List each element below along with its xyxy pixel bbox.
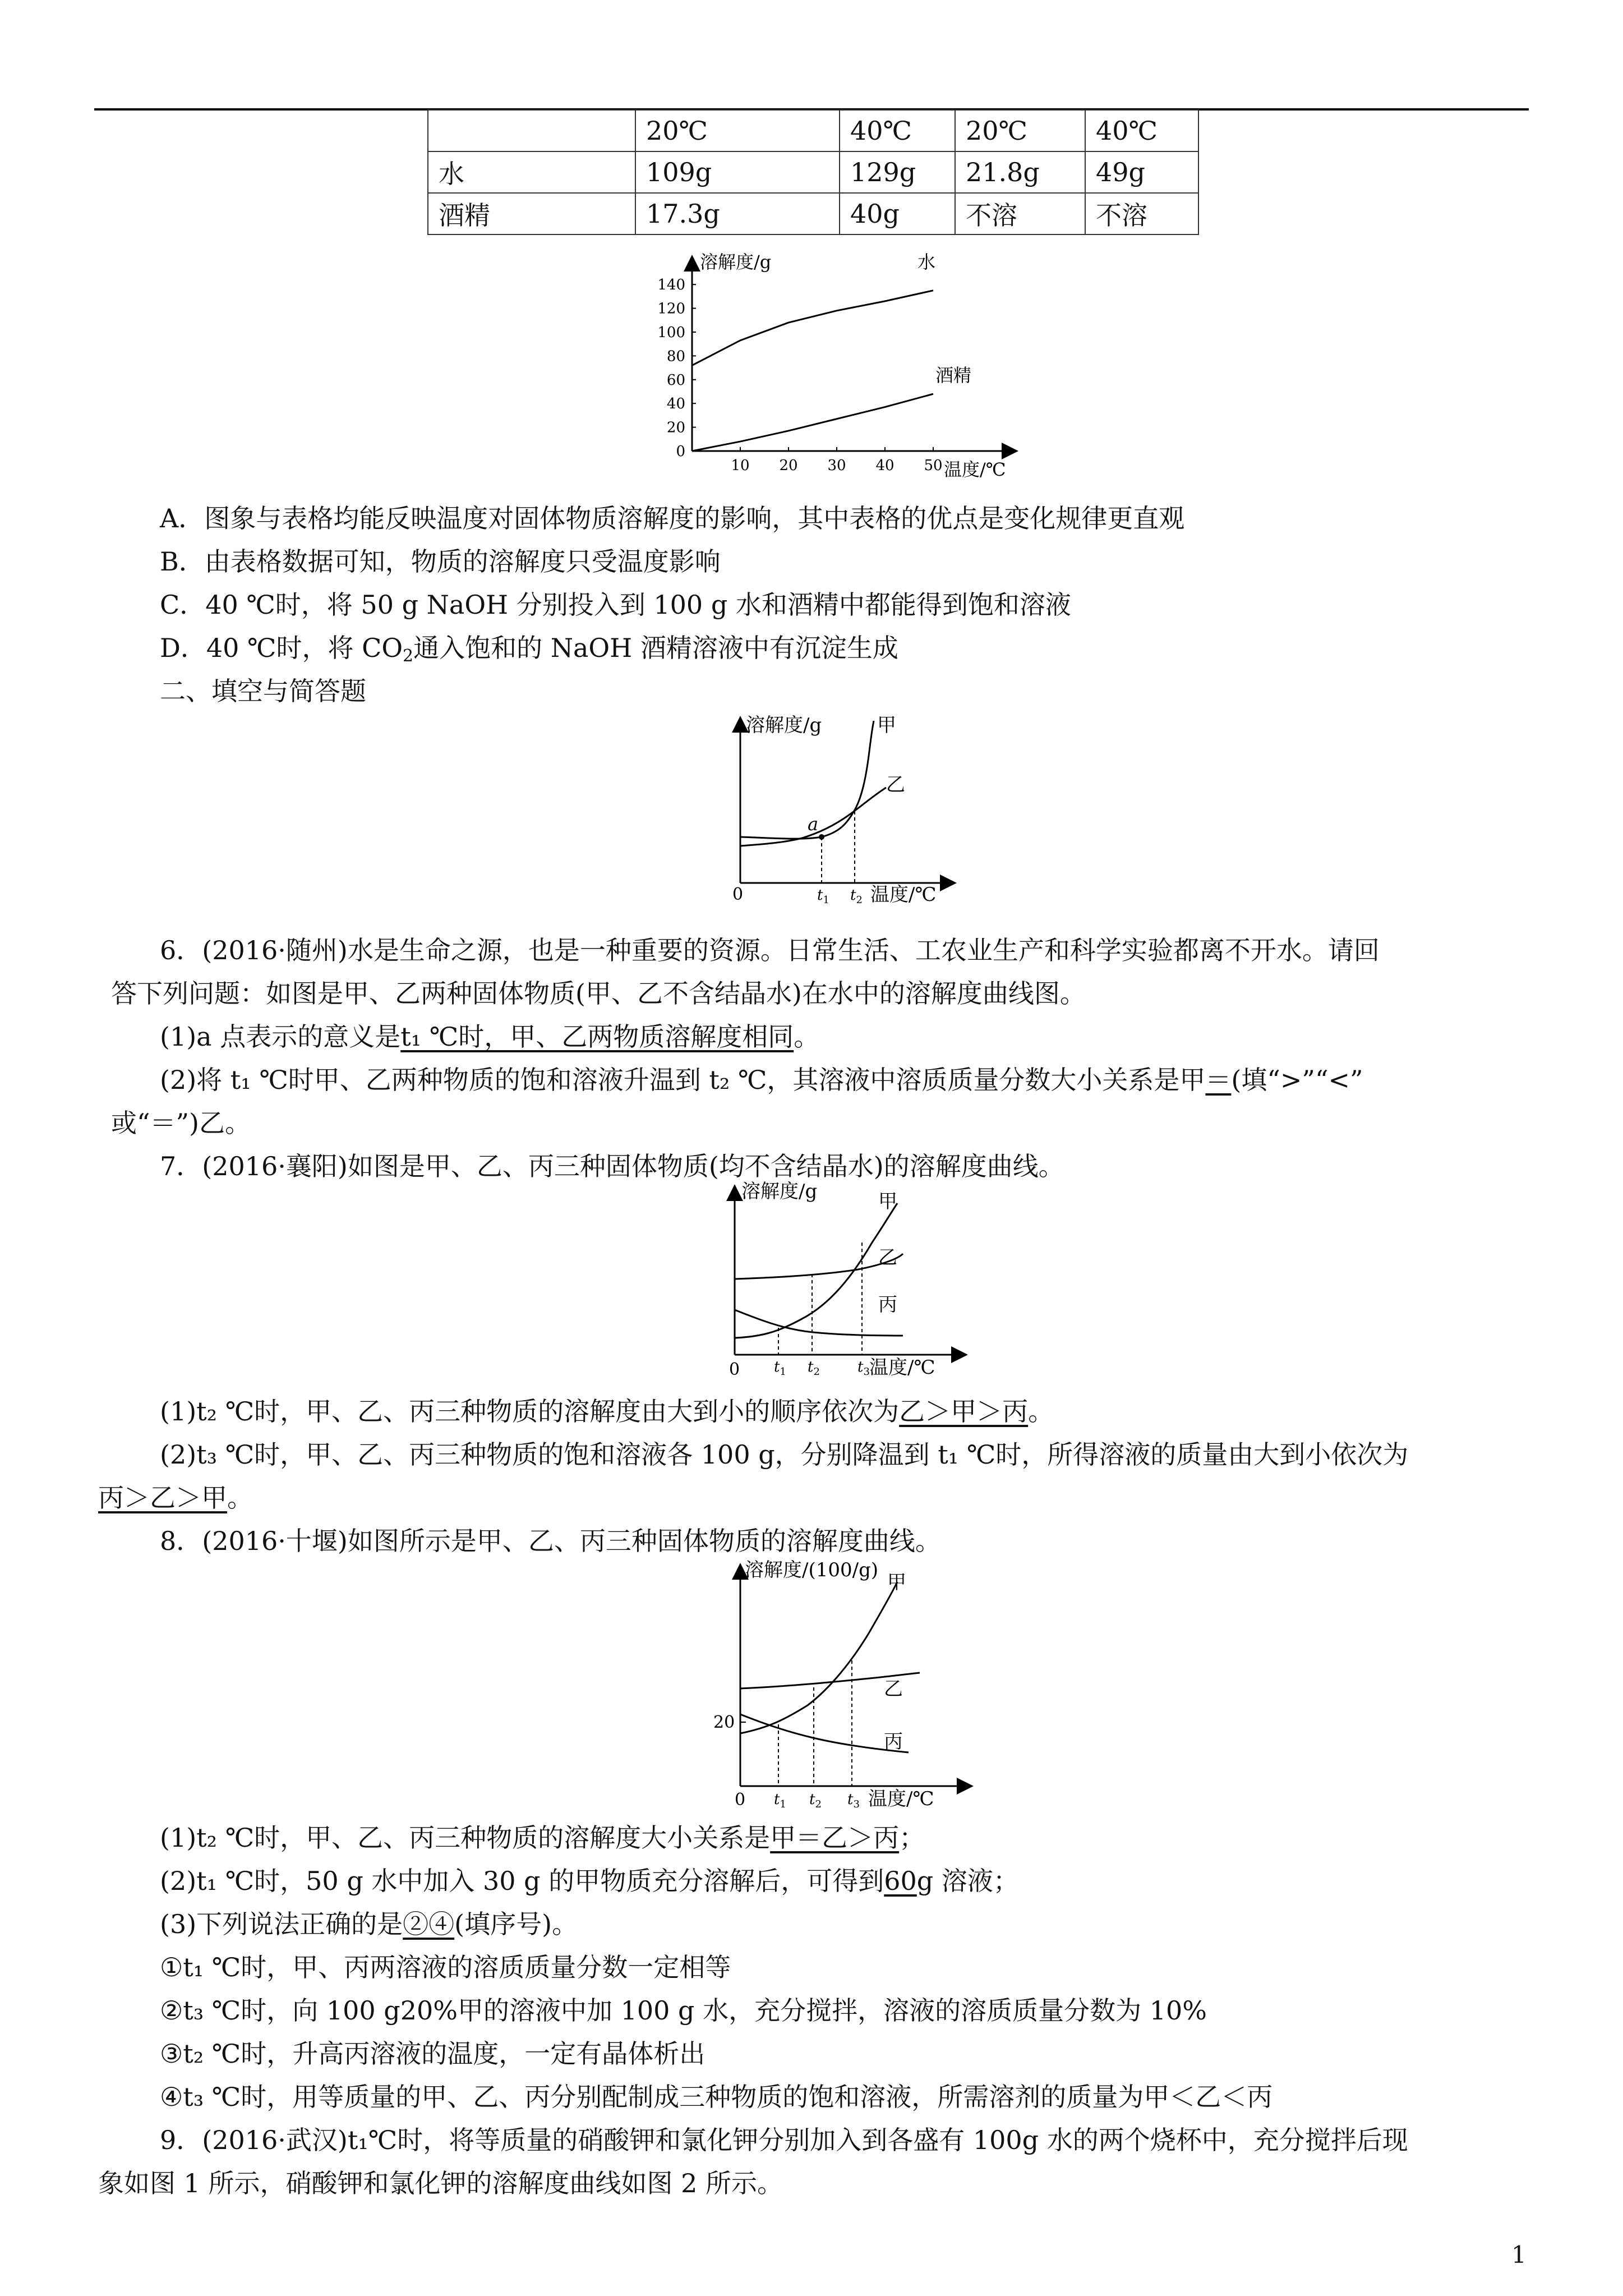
table-cell: 不溶 [1085, 193, 1198, 234]
x-tick-label: 30 [827, 457, 846, 474]
table-cell: 水 [428, 151, 635, 193]
table-cell: 49g [1085, 151, 1198, 193]
point-label-a: a [808, 813, 819, 835]
series-label-jia: 甲 [878, 1190, 897, 1213]
option-d [160, 632, 898, 673]
q7-sub-1-end: 。 [1028, 1396, 1054, 1427]
table-cell: 129g [840, 151, 955, 193]
x-tick-label: 20 [779, 457, 798, 474]
curve-jia [735, 1203, 897, 1338]
y-axis-label: 溶解度/g [746, 714, 822, 737]
curve-bing [740, 1714, 909, 1752]
tick-label-t1 [774, 1791, 786, 1810]
y-tick-label: 0 [676, 443, 685, 460]
tick-label-t2 [850, 887, 863, 906]
q8-choice-3: ③t₂ ℃时，升高丙溶液的温度，一定有晶体析出 [160, 2039, 706, 2069]
q7-sub-1-text: (1)t₂ ℃时，甲、乙、丙三种物质的溶解度由大到小的顺序依次为 [160, 1396, 900, 1427]
tick-t: t [850, 887, 856, 904]
tick-sub: 2 [856, 894, 863, 906]
solubility-chart-water-ethanol [611, 247, 1038, 494]
series-label-jia: 甲 [877, 714, 896, 737]
table-cell: 20℃ [635, 110, 840, 151]
q8-choice-4: ④t₃ ℃时，用等质量的甲、乙、丙分别配制成三种物质的饱和溶液，所需溶剂的质量为甲＜乙＜丙 [160, 2082, 1273, 2112]
y-tick-label: 100 [657, 324, 685, 341]
solubility-chart-q6 [718, 712, 965, 926]
q8-sub-1 [160, 1821, 925, 1854]
tick-sub: 1 [823, 894, 829, 906]
q7-sub-2-end: 。 [227, 1483, 253, 1513]
option-d-text: D．40 ℃时，将 CO [160, 633, 403, 663]
series-label-jia: 甲 [887, 1571, 906, 1594]
series-label-yi: 乙 [886, 774, 905, 796]
y-tick-label: 40 [666, 395, 685, 413]
q7-stem: 7．(2016·襄阳)如图是甲、乙、丙三种固体物质(均不含结晶水)的溶解度曲线。 [160, 1151, 1064, 1181]
tick-t: t [847, 1791, 854, 1808]
tick-label-t3 [847, 1791, 860, 1810]
q6-sub-1 [160, 1020, 819, 1053]
section-heading: 二、填空与简答题 [160, 676, 366, 706]
x-axis-label: 温度/℃ [870, 884, 937, 906]
y-tick-label: 140 [657, 277, 685, 294]
q6-stem-line-1: 6．(2016·随州)水是生命之源，也是一种重要的资源。日常生活、工农业生产和科学实验都离不开水。请回 [160, 935, 1380, 965]
q6-sub-1-text: (1)a 点表示的意义是 [160, 1022, 401, 1052]
q6-stem-line-2: 答下列问题：如图是甲、乙两种固体物质(甲、乙不含结晶水)在水中的溶解度曲线图。 [111, 978, 1086, 1009]
series-label-yi: 乙 [878, 1246, 897, 1269]
tick-label-t1 [817, 887, 829, 906]
table-cell [428, 110, 635, 151]
q7-sub-2-answer: 丙＞乙＞甲 [98, 1483, 227, 1513]
series-label-water: 水 [917, 251, 936, 273]
q8-sub-2-text: (2)t₁ ℃时，50 g 水中加入 30 g 的甲物质充分溶解后，可得到 [160, 1866, 884, 1896]
q6-sub-2 [160, 1064, 1363, 1096]
table-cell: 17.3g [635, 193, 840, 234]
x-tick-label: 50 [924, 457, 943, 474]
q7-sub-2-line-2 [98, 1481, 253, 1514]
tick-sub: 1 [780, 1798, 786, 1810]
q6-sub-1-answer: t₁ ℃时，甲、乙两物质溶解度相同 [400, 1022, 794, 1052]
tick-t: t [857, 1359, 864, 1375]
option-a: A．图象与表格均能反映温度对固体物质溶解度的影响，其中表格的优点是变化规律更直观 [160, 503, 1185, 533]
x-axis-label: 温度/℃ [869, 1356, 935, 1379]
subscript: 2 [403, 646, 414, 666]
series-line-ethanol [692, 394, 933, 451]
q8-sub-2 [160, 1865, 1019, 1897]
solubility-table [427, 109, 1199, 235]
tick-t: t [774, 1791, 780, 1808]
tick-label-t3 [857, 1359, 870, 1378]
tick-t: t [809, 1791, 815, 1808]
curve-yi [735, 1254, 903, 1279]
curve-jia [740, 1582, 897, 1733]
y-axis-label: 溶解度/(100/g) [745, 1559, 879, 1581]
q6-sub-1-end: 。 [794, 1022, 820, 1052]
tick-label-t2 [809, 1791, 822, 1810]
table-cell: 40g [840, 193, 955, 234]
option-b: B．由表格数据可知，物质的溶解度只受温度影响 [160, 546, 721, 577]
q6-sub-2-text: (2)将 t₁ ℃时甲、乙两种物质的饱和溶液升温到 t₂ ℃，其溶液中溶质质量分数大小关系是甲 [160, 1065, 1206, 1095]
q7-sub-2: (2)t₃ ℃时，甲、乙、丙三种物质的饱和溶液各 100 g，分别降温到 t₁ ℃时，所得溶液的质量由大到小依次为 [160, 1439, 1409, 1470]
x-axis-label: 温度/℃ [868, 1788, 934, 1810]
series-label-bing: 丙 [878, 1294, 897, 1316]
table-cell: 20℃ [955, 110, 1085, 151]
table-cell: 40℃ [840, 110, 955, 151]
q8-sub-3-text: (3)下列说法正确的是 [160, 1909, 403, 1939]
table-cell: 不溶 [955, 193, 1085, 234]
q8-choice-1: ①t₁ ℃时，甲、丙两溶液的溶质质量分数一定相等 [160, 1952, 731, 1982]
q8-sub-1-end: ； [899, 1823, 925, 1853]
x-tick-label: 10 [731, 457, 750, 474]
tick-sub: 3 [863, 1366, 870, 1378]
x-tick-label: 40 [875, 457, 895, 474]
origin-label: 0 [732, 885, 744, 904]
table-cell: 酒精 [428, 193, 635, 234]
q9-stem-line-1: 9．(2016·武汉)t₁℃时，将等质量的硝酸钾和氯化钾分别加入到各盛有 100g 水的两个烧杯中，充分搅拌后现 [160, 2125, 1408, 2155]
option-c: C．40 ℃时，将 50 g NaOH 分别投入到 100 g 水和酒精中都能得到饱和溶液 [160, 590, 1071, 620]
y-tick-label-20: 20 [713, 1713, 735, 1732]
y-tick-label: 20 [666, 419, 685, 436]
y-tick-label: 80 [666, 348, 685, 365]
origin-label: 0 [729, 1360, 740, 1379]
q8-sub-3 [160, 1908, 578, 1940]
table-row [428, 193, 1198, 234]
tick-label-t1 [774, 1359, 786, 1378]
q6-sub-2-line-2: 或“＝”)乙。 [111, 1108, 251, 1138]
series-line-water [692, 291, 933, 366]
tick-label-t2 [808, 1359, 820, 1378]
y-axis-label: 溶解度/g [700, 251, 772, 273]
y-tick-label: 60 [666, 371, 685, 389]
y-axis-label: 溶解度/g [741, 1181, 818, 1203]
q9-stem-line-2: 象如图 1 所示，硝酸钾和氯化钾的溶解度曲线如图 2 所示。 [98, 2168, 783, 2198]
y-tick-label: 120 [657, 300, 685, 318]
table-cell: 21.8g [955, 151, 1085, 193]
q8-stem: 8．(2016·十堰)如图所示是甲、乙、丙三种固体物质的溶解度曲线。 [160, 1526, 941, 1556]
tick-t: t [774, 1359, 780, 1375]
tick-t: t [817, 887, 823, 904]
q8-sub-2-answer: 60 [884, 1866, 917, 1896]
solubility-chart-q7 [718, 1181, 976, 1388]
tick-sub: 3 [853, 1798, 860, 1810]
q8-sub-3-answer: ②④ [403, 1909, 455, 1939]
tick-sub: 2 [813, 1366, 820, 1378]
option-d-text-end: 通入饱和的 NaOH 酒精溶液中有沉淀生成 [413, 633, 898, 663]
q8-sub-3-end: (填序号)。 [454, 1909, 578, 1939]
x-axis-label: 温度/℃ [944, 459, 1006, 480]
series-label-ethanol: 酒精 [935, 365, 972, 386]
q8-sub-1-text: (1)t₂ ℃时，甲、乙、丙三种物质的溶解度大小关系是 [160, 1823, 771, 1853]
q8-sub-1-answer: 甲＝乙＞丙 [770, 1823, 900, 1853]
q6-sub-2-end: (填“>”“<” [1231, 1065, 1363, 1095]
q7-sub-1 [160, 1395, 1054, 1428]
q6-sub-2-answer: ＝ [1205, 1065, 1232, 1095]
origin-label: 0 [735, 1790, 746, 1810]
table-row [428, 151, 1198, 193]
page-number: 1 [1511, 2241, 1527, 2269]
q8-sub-2-end: g 溶液； [916, 1866, 1019, 1896]
tick-t: t [808, 1359, 814, 1375]
tick-sub: 2 [815, 1798, 822, 1810]
q8-choice-2: ②t₃ ℃时，向 100 g20%甲的溶液中加 100 g 水，充分搅拌，溶液的溶质质量分数为 10% [160, 1995, 1207, 2026]
solubility-chart-q8 [690, 1559, 987, 1823]
tick-sub: 1 [780, 1366, 786, 1378]
series-label-bing: 丙 [884, 1731, 903, 1753]
curve-bing [735, 1310, 903, 1336]
q7-sub-1-answer: 乙＞甲＞丙 [899, 1396, 1029, 1427]
table-cell: 40℃ [1085, 110, 1198, 151]
table-header-row [428, 110, 1198, 151]
curve-jia [740, 721, 874, 839]
table-cell: 109g [635, 151, 840, 193]
series-label-yi: 乙 [884, 1678, 903, 1700]
